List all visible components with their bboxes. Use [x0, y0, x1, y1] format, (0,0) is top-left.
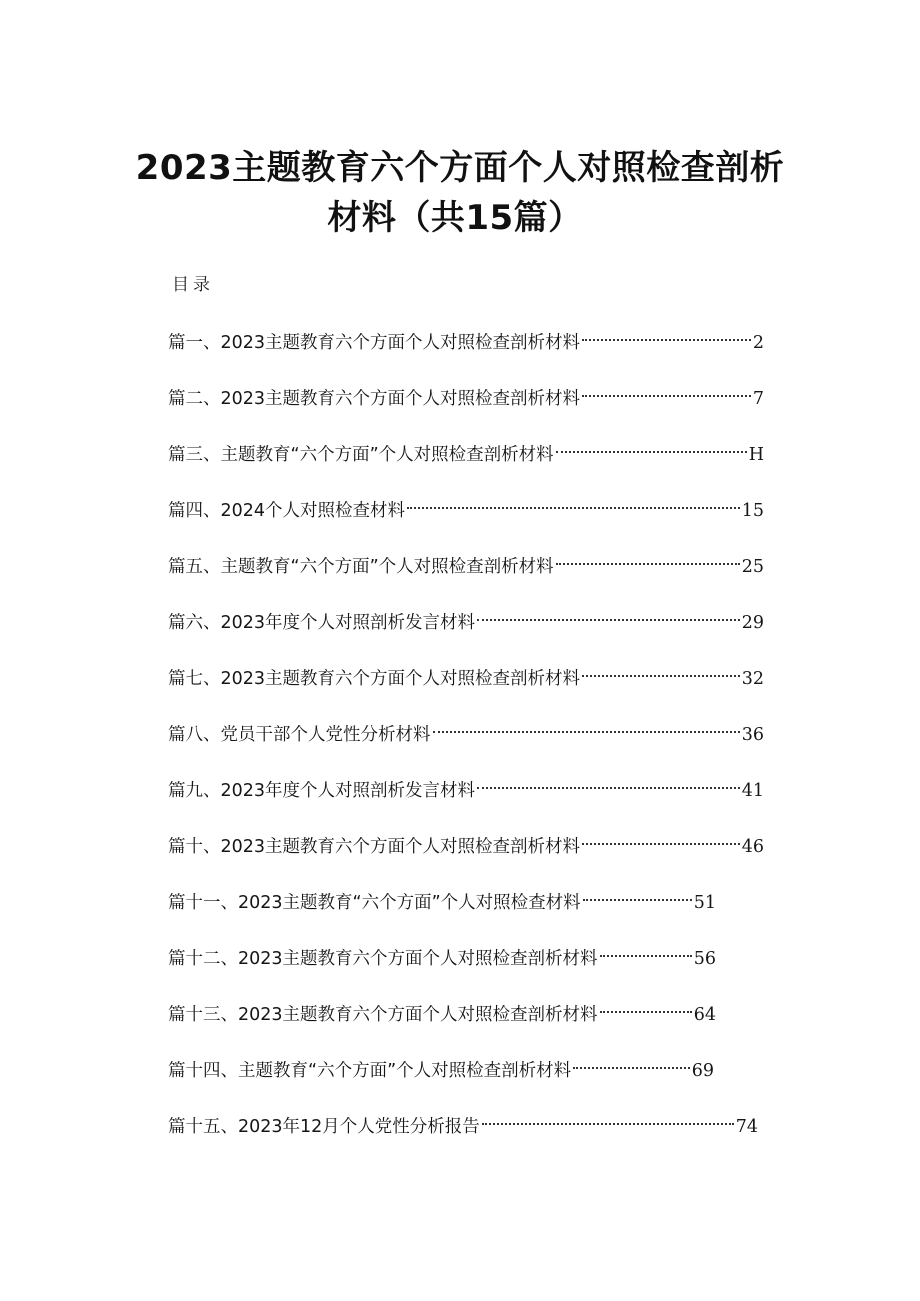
toc-dot-leader	[556, 546, 740, 572]
toc-dot-leader	[477, 602, 740, 628]
toc-entry[interactable]	[168, 714, 764, 745]
toc-entry-title: 篇十五、2023年12月个人党性分析报告	[168, 1117, 480, 1137]
toc-dot-leader	[477, 770, 740, 796]
toc-label: 目录	[172, 275, 214, 295]
toc-entry-page: 36	[741, 725, 764, 745]
toc-entry-title: 篇八、党员干部个人党性分析材料	[168, 725, 431, 745]
toc-entry-title: 篇五、主题教育“六个方面”个人对照检查剖析材料	[168, 557, 554, 577]
toc-dot-leader	[582, 378, 751, 404]
toc-entry-title: 篇二、2023主题教育六个方面个人对照检查剖析材料	[168, 389, 581, 409]
toc-dot-leader	[433, 714, 740, 740]
toc-dot-leader	[573, 1050, 690, 1076]
toc-entry[interactable]	[168, 1106, 758, 1137]
document-title-line-2: 材料（共15篇）	[327, 198, 583, 238]
toc-entry-page: 41	[741, 781, 764, 801]
toc-dot-leader	[482, 1106, 734, 1132]
toc-entry-title: 篇七、2023主题教育六个方面个人对照检查剖析材料	[168, 669, 581, 689]
toc-entry[interactable]	[168, 490, 764, 521]
toc-dot-leader	[582, 658, 740, 684]
toc-entry-page: 64	[693, 1005, 716, 1025]
toc-entry-page: 15	[741, 501, 764, 521]
toc-entry-page: H	[748, 445, 764, 465]
toc-entry[interactable]	[168, 1050, 714, 1081]
toc-dot-leader	[556, 434, 747, 460]
toc-dot-leader	[600, 938, 692, 964]
toc-entry-page: 25	[741, 557, 764, 577]
toc-dot-leader	[582, 826, 740, 852]
toc-entry[interactable]	[168, 546, 764, 577]
toc-entry-title: 篇三、主题教育“六个方面”个人对照检查剖析材料	[168, 445, 554, 465]
toc-entry-page: 2	[752, 333, 764, 353]
toc-entry-page: 74	[735, 1117, 758, 1137]
toc-entry-title: 篇十二、2023主题教育六个方面个人对照检查剖析材料	[168, 949, 598, 969]
toc-dot-leader	[600, 994, 692, 1020]
toc-entry-title: 篇四、2024个人对照检查材料	[168, 501, 406, 521]
toc-entry[interactable]	[168, 378, 764, 409]
toc-entry[interactable]	[168, 994, 716, 1025]
toc-dot-leader	[407, 490, 740, 516]
toc-entry[interactable]	[168, 658, 764, 689]
toc-entry[interactable]	[168, 882, 716, 913]
toc-entry-title: 篇六、2023年度个人对照剖析发言材料	[168, 613, 476, 633]
toc-entry-title: 篇十四、主题教育“六个方面”个人对照检查剖析材料	[168, 1061, 572, 1081]
toc-entry-page: 29	[741, 613, 764, 633]
toc-entry-title: 篇九、2023年度个人对照剖析发言材料	[168, 781, 476, 801]
toc-entry-page: 51	[693, 893, 716, 913]
toc-entry-title: 篇十三、2023主题教育六个方面个人对照检查剖析材料	[168, 1005, 598, 1025]
toc-entry-title: 篇一、2023主题教育六个方面个人对照检查剖析材料	[168, 333, 581, 353]
document-title-line-1: 2023主题教育六个方面个人对照检查剖析	[135, 148, 785, 188]
toc-entry-page: 46	[741, 837, 764, 857]
toc-entry[interactable]	[168, 322, 764, 353]
toc-entry-title: 篇十一、2023主题教育“六个方面”个人对照检查材料	[168, 893, 581, 913]
toc-dot-leader	[583, 882, 692, 908]
toc-entry[interactable]	[168, 770, 764, 801]
toc-entry-page: 69	[691, 1061, 714, 1081]
toc-entry[interactable]	[168, 938, 716, 969]
toc-entry[interactable]	[168, 602, 764, 633]
toc-entry-page: 7	[752, 389, 764, 409]
toc-entry-title: 篇十、2023主题教育六个方面个人对照检查剖析材料	[168, 837, 581, 857]
toc-dot-leader	[582, 322, 751, 348]
toc-entry-page: 56	[693, 949, 716, 969]
toc-entry[interactable]	[168, 826, 764, 857]
toc-entry-page: 32	[741, 669, 764, 689]
toc-entry[interactable]	[168, 434, 764, 465]
